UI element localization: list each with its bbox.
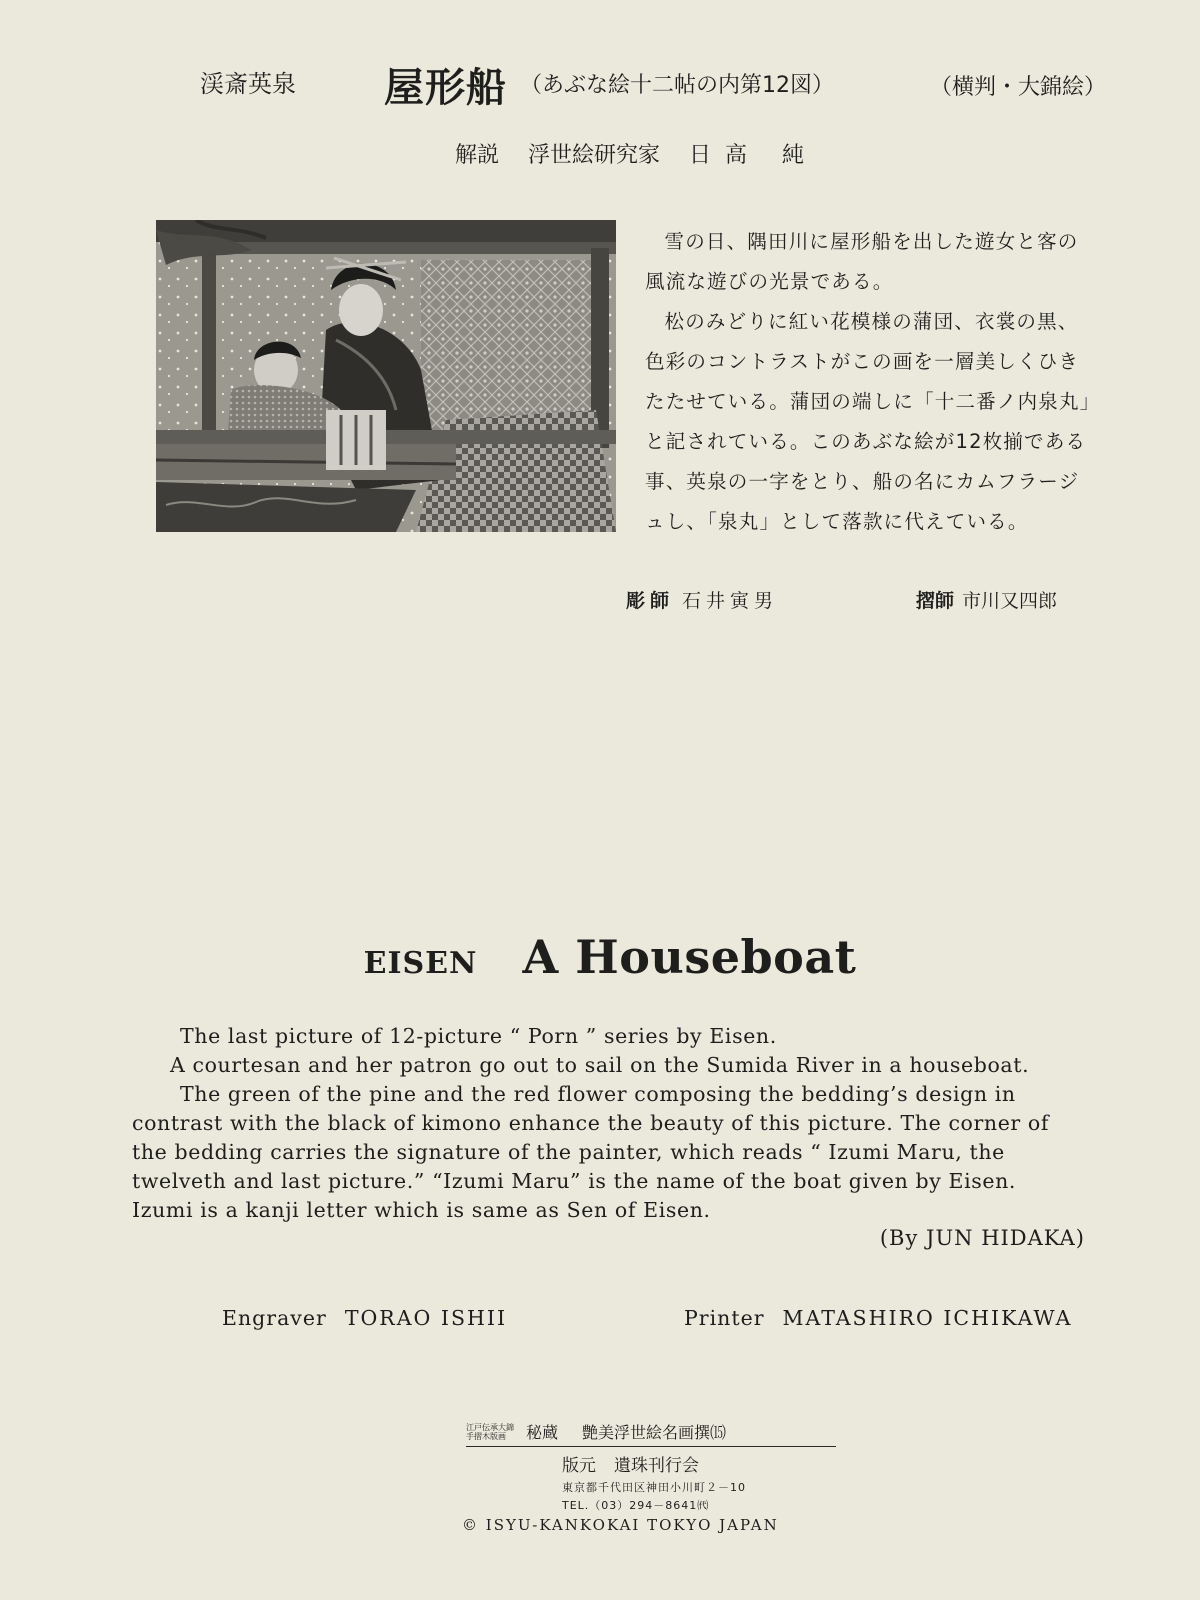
description-en-line: A courtesan and her patron go out to sail on the Sumida River in a houseboat. bbox=[170, 1053, 1030, 1077]
publisher-label: 版元 bbox=[562, 1456, 596, 1476]
commentary-credit bbox=[455, 138, 818, 169]
description-en-paragraph: The green of the pine and the red flower composing the bedding’s design in contrast with the black of kimono enhance the beauty of this picture. The corner of the bedding carries the signature of the painter, which reads “ Izumi Maru, the twelveth and last picture.” “Izumi Maru” is the name of the boat given by Eisen. Izumi is a kanji letter which is same as Sen of Eisen. bbox=[132, 1082, 1050, 1222]
printer-label-jp: 摺師 bbox=[916, 590, 955, 612]
print-title-en: A Houseboat bbox=[522, 930, 857, 984]
engraver-name-jp: 石井寅男 bbox=[682, 590, 779, 612]
publisher bbox=[562, 1451, 836, 1476]
description-en bbox=[132, 1022, 1082, 1225]
description-en-line: The last picture of 12-picture “ Porn ” series by Eisen. bbox=[180, 1024, 777, 1048]
engraver-credit-en bbox=[222, 1306, 507, 1330]
printer-name-en: MATASHIRO ICHIKAWA bbox=[782, 1306, 1073, 1330]
print-format-jp: （横判・大錦絵） bbox=[930, 75, 1107, 100]
english-heading bbox=[0, 930, 1200, 984]
description-jp-paragraph: 雪の日、隅田川に屋形船を出した遊女と客の風流な遊びの光景である。 bbox=[645, 230, 1079, 293]
byline: (By JUN HIDAKA) bbox=[879, 1226, 1085, 1250]
commentary-role: 浮世絵研究家 bbox=[528, 143, 661, 168]
copyright-notice: © ISYU-KANKOKAI TOKYO JAPAN bbox=[462, 1516, 779, 1534]
publisher-name: 遺珠刊行会 bbox=[614, 1456, 699, 1476]
artist-name-jp: 渓斎英泉 bbox=[200, 70, 296, 98]
series-tagline-line: 江戸伝承大錦 bbox=[466, 1422, 514, 1432]
printer-name-jp: 市川又四郎 bbox=[962, 590, 1058, 612]
printer-credit-en bbox=[684, 1306, 1072, 1330]
series-tagline bbox=[466, 1423, 514, 1441]
engraver-name-en: TORAO ISHII bbox=[344, 1306, 508, 1330]
printer-label-en: Printer bbox=[684, 1306, 765, 1330]
print-subtitle-jp: （あぶな絵十二帖の内第12図） bbox=[520, 73, 834, 98]
description-jp-paragraph: 松のみどりに紅い花模様の蒲団、衣裳の黒、色彩のコントラストがこの画を一層美しくひきたたせている。蒲団の端しに「十二番ノ内泉丸」と記されている。このあぶな絵が12枚揃である事、英泉の一字をとり、船の名にカムフラージュし、「泉丸」として落款に代えている。 bbox=[645, 310, 1091, 533]
publisher-address: 東京都千代田区神田小川町２－10 bbox=[562, 1481, 746, 1494]
engraver-label-en: Engraver bbox=[222, 1306, 327, 1330]
colophon bbox=[466, 1420, 836, 1513]
series-name: 艶美浮世絵名画撰⒂ bbox=[582, 1423, 727, 1442]
credits-en bbox=[222, 1306, 1073, 1330]
series-secret-label: 秘蔵 bbox=[526, 1423, 559, 1442]
publisher-phone: TEL.（03）294－8641㈹ bbox=[562, 1499, 710, 1512]
engraver-credit-jp bbox=[626, 586, 778, 613]
houseboat-print-illustration bbox=[156, 220, 616, 532]
commentary-label: 解説 bbox=[455, 143, 500, 168]
commentary-name: 日高 純 bbox=[689, 143, 819, 168]
series-tagline-line: 手摺木版画 bbox=[466, 1431, 506, 1441]
artist-name-en: EISEN bbox=[363, 946, 478, 981]
series-line bbox=[466, 1420, 836, 1447]
engraver-label-jp: 彫師 bbox=[626, 590, 675, 612]
ukiyoe-print-image bbox=[156, 220, 616, 532]
description-jp bbox=[645, 222, 1095, 542]
print-title-jp: 屋形船 bbox=[384, 65, 507, 111]
printer-credit-jp bbox=[916, 586, 1057, 613]
